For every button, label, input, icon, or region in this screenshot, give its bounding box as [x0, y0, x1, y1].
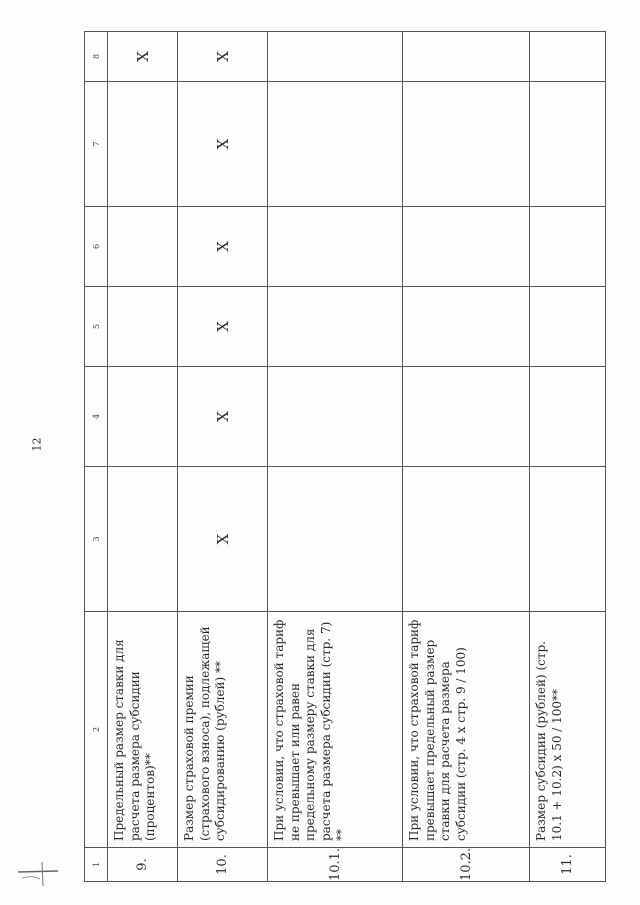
row-description: Предельный размер ставки для расчета размера субсидии (процентов)**	[108, 612, 178, 848]
header-cell: 4	[85, 367, 108, 467]
cell-col3	[530, 467, 606, 612]
cell-col7	[108, 82, 178, 207]
cell-col4: X	[178, 367, 268, 467]
cell-col4	[108, 367, 178, 467]
page-number: 12	[30, 437, 44, 452]
cell-col8	[403, 32, 530, 82]
table-row	[530, 32, 606, 882]
cell-col3	[268, 467, 403, 612]
row-number: 11.	[530, 848, 606, 882]
cell-col6	[268, 207, 403, 287]
cell-col3	[403, 467, 530, 612]
header-cell: 7	[85, 82, 108, 207]
table-row	[178, 32, 268, 882]
header-cell: 8	[85, 32, 108, 82]
cell-col7	[403, 82, 530, 207]
cell-col6: X	[178, 207, 268, 287]
cell-col4	[403, 367, 530, 467]
cell-col7	[268, 82, 403, 207]
row-number: 9.	[108, 848, 178, 882]
cell-col7: X	[178, 82, 268, 207]
row-description: Размер субсидии (рублей) (стр. 10.1 + 10.2) х 50 / 100**	[530, 612, 606, 848]
cell-col8: X	[178, 32, 268, 82]
cell-col4	[530, 367, 606, 467]
cell-col4	[268, 367, 403, 467]
row-description: Размер страховой премии (страхового взноса), подлежащей субсидированию (рублей) **	[178, 612, 268, 848]
row-description: При условии, что страховой тариф не превышает или равен предельному размеру ставки для расчета размера субсидии (стр. 7) **	[268, 612, 403, 848]
header-cell: 3	[85, 467, 108, 612]
cell-col7	[530, 82, 606, 207]
header-cell: 1	[85, 848, 108, 882]
cell-col3: X	[178, 467, 268, 612]
header-row	[85, 32, 108, 882]
handwritten-margin-mark	[12, 858, 64, 890]
cell-col8	[268, 32, 403, 82]
table-row	[108, 32, 178, 882]
cell-col5	[403, 287, 530, 367]
cell-col5	[268, 287, 403, 367]
header-cell: 5	[85, 287, 108, 367]
table-row	[403, 32, 530, 882]
rotated-table-container	[84, 32, 604, 882]
cell-col6	[530, 207, 606, 287]
cell-col3	[108, 467, 178, 612]
cell-col5	[530, 287, 606, 367]
cell-col6	[403, 207, 530, 287]
cell-col6	[108, 207, 178, 287]
header-cell: 6	[85, 207, 108, 287]
header-cell: 2	[85, 612, 108, 848]
row-number: 10.	[178, 848, 268, 882]
cell-col8: X	[108, 32, 178, 82]
row-description: При условии, что страховой тариф превышает предельный размер ставки для расчета размера субсидии (стр. 4 х стр. 9 / 100)	[403, 612, 530, 848]
row-number: 10.2.	[403, 848, 530, 882]
cell-col5	[108, 287, 178, 367]
table-row	[268, 32, 403, 882]
cell-col8	[530, 32, 606, 82]
row-number: 10.1.	[268, 848, 403, 882]
subsidy-table	[84, 31, 606, 882]
cell-col5: X	[178, 287, 268, 367]
